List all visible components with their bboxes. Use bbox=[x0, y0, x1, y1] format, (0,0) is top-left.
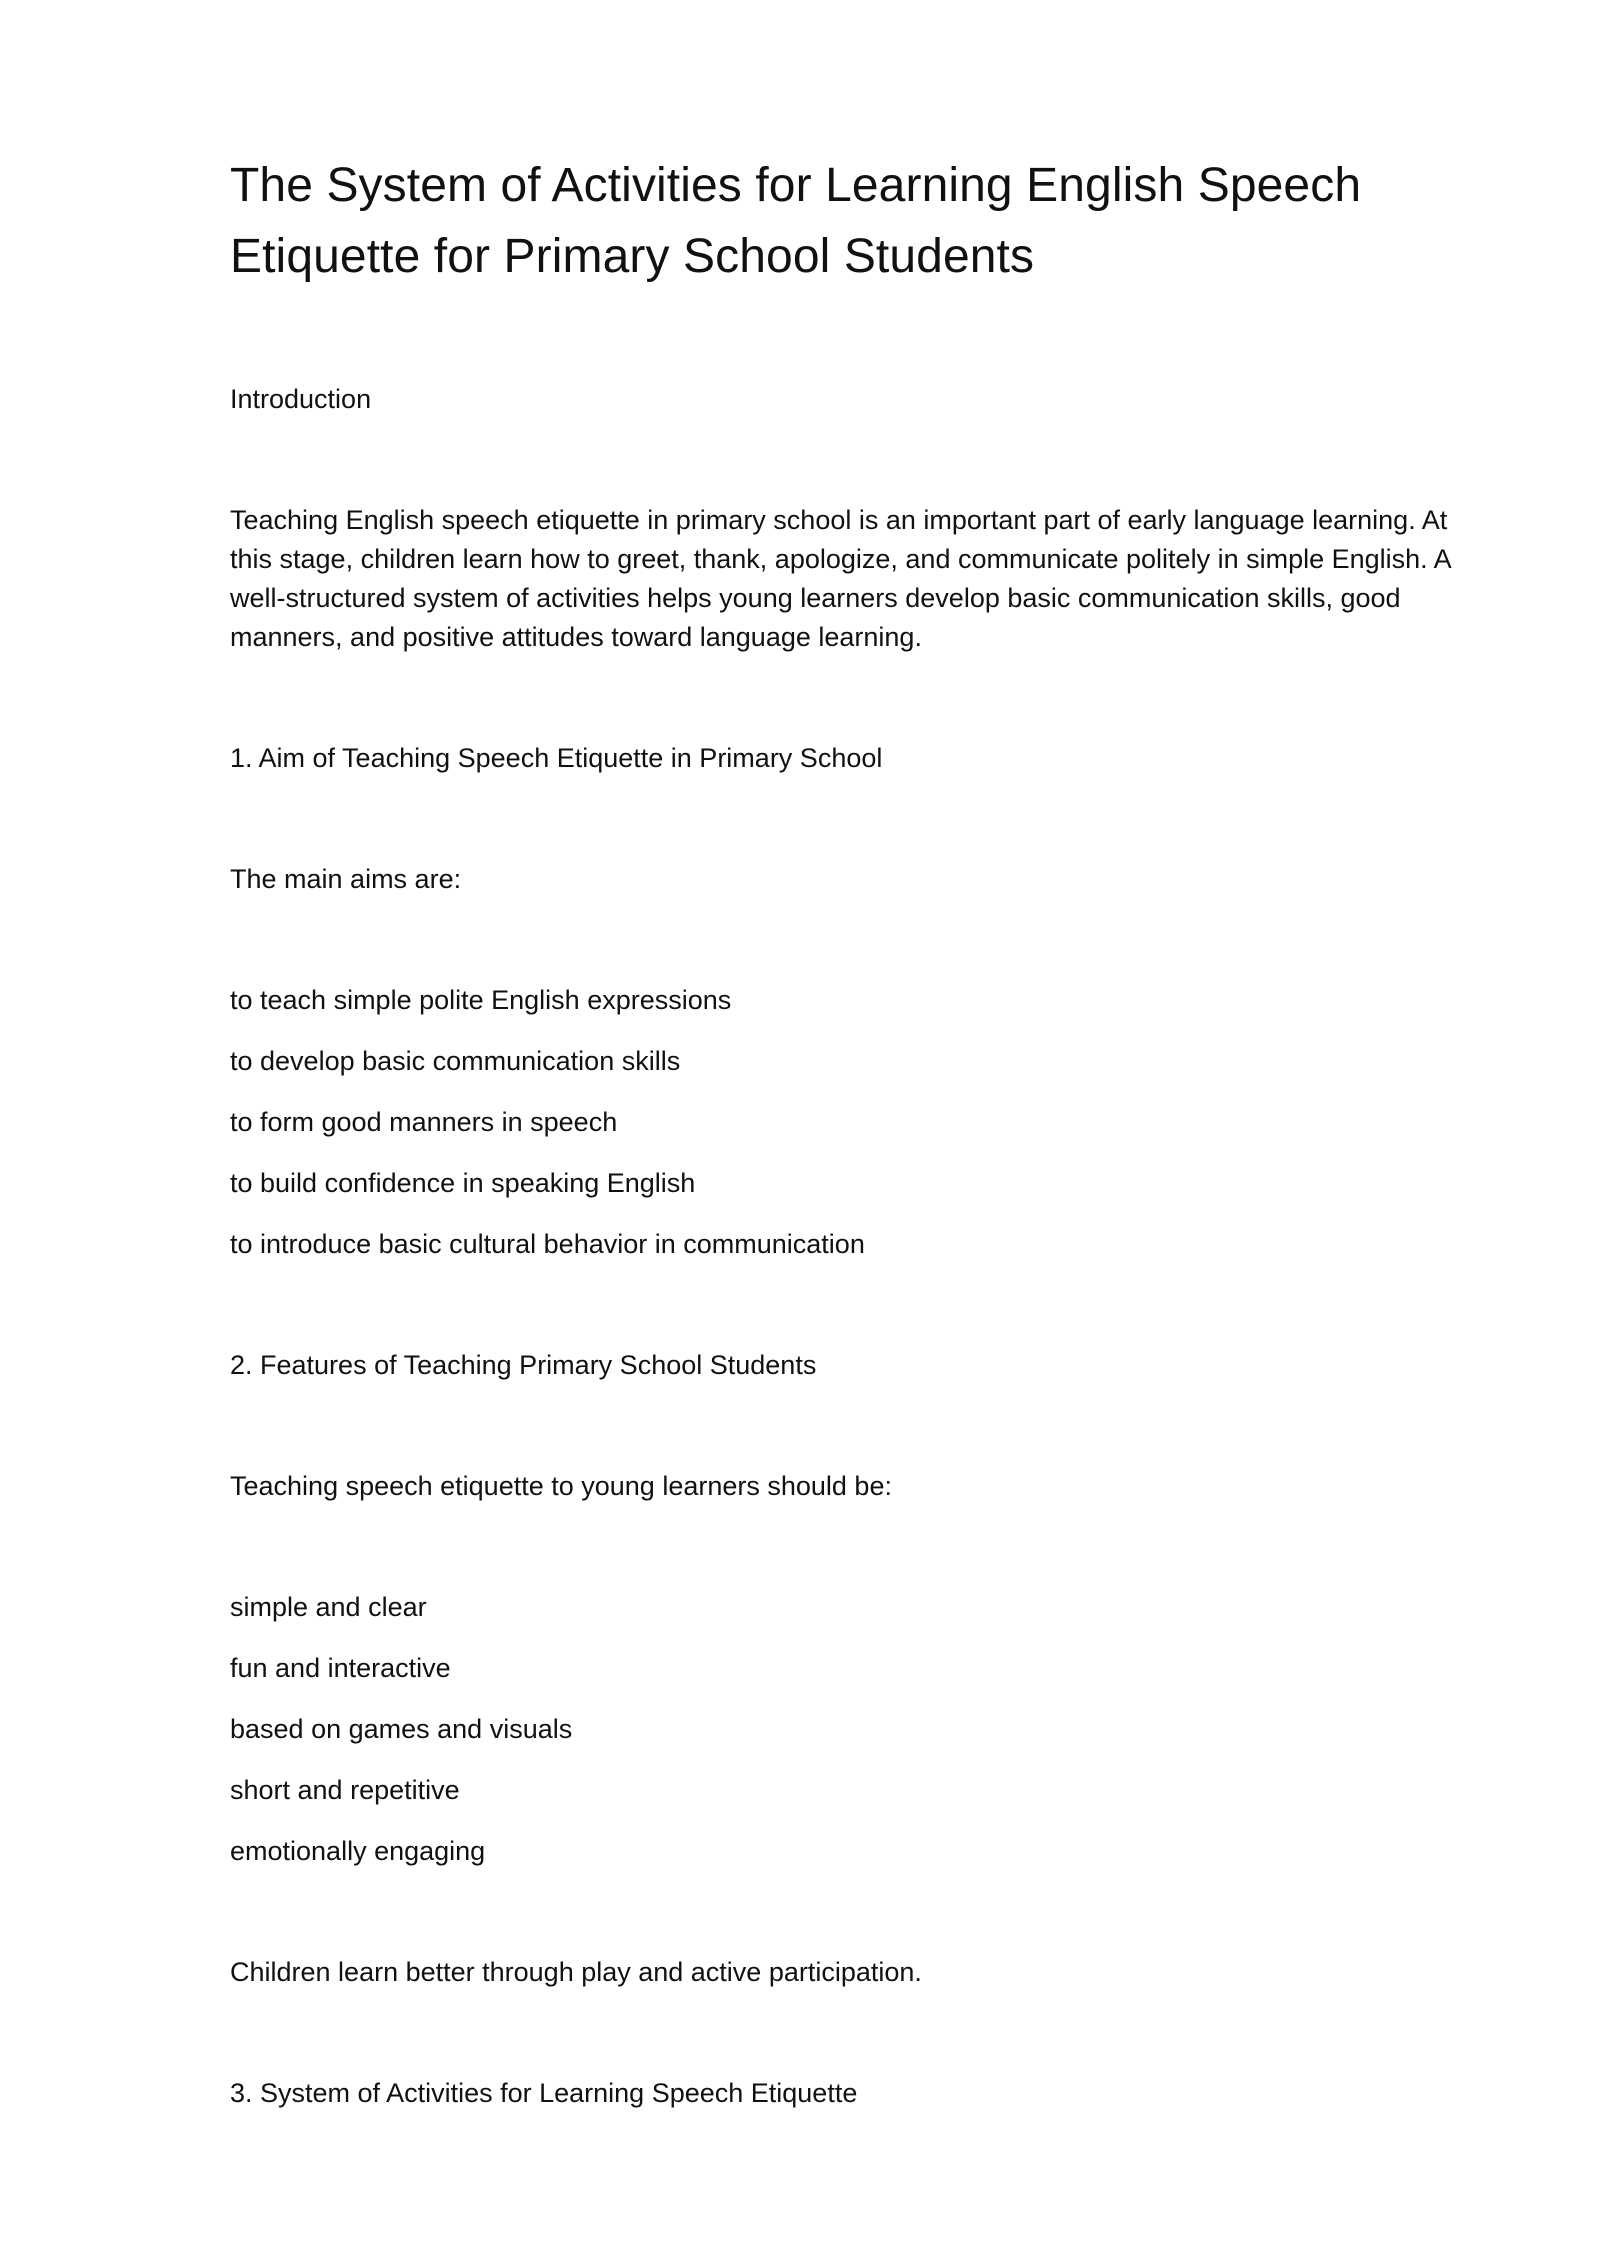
document-title: The System of Activities for Learning English Speech Etiquette for Primary School Students bbox=[230, 159, 1362, 283]
section-2-heading: 2. Features of Teaching Primary School Students bbox=[230, 1350, 817, 1380]
list-item: to form good manners in speech bbox=[230, 1107, 618, 1137]
introduction-paragraph: Teaching English speech etiquette in primary school is an important part of early language learning. At this stage, children learn how to greet, thank, apologize, and communicate politely in simple English. A well-structured system of activities helps young learners develop basic communication skills, good manners, and positive attitudes toward language learning. bbox=[230, 505, 1451, 652]
features-list bbox=[230, 1588, 1490, 1871]
list-item: to build confidence in speaking English bbox=[230, 1168, 696, 1198]
section-2-lead: Teaching speech etiquette to young learners should be: bbox=[230, 1471, 892, 1501]
list-item: to develop basic communication skills bbox=[230, 1046, 681, 1076]
section-1-heading: 1. Aim of Teaching Speech Etiquette in Primary School bbox=[230, 743, 883, 773]
list-item: simple and clear bbox=[230, 1592, 427, 1622]
list-item: fun and interactive bbox=[230, 1653, 451, 1683]
document-content bbox=[230, 150, 1490, 2113]
section-1-lead: The main aims are: bbox=[230, 864, 462, 894]
introduction-heading: Introduction bbox=[230, 384, 372, 414]
list-item: to teach simple polite English expressions bbox=[230, 985, 732, 1015]
section-2-closing: Children learn better through play and active participation. bbox=[230, 1957, 922, 1987]
aims-list bbox=[230, 981, 1490, 1264]
list-item: emotionally engaging bbox=[230, 1836, 486, 1866]
list-item: based on games and visuals bbox=[230, 1714, 573, 1744]
list-item: short and repetitive bbox=[230, 1775, 460, 1805]
list-item: to introduce basic cultural behavior in communication bbox=[230, 1229, 865, 1259]
section-3-heading: 3. System of Activities for Learning Speech Etiquette bbox=[230, 2078, 858, 2108]
